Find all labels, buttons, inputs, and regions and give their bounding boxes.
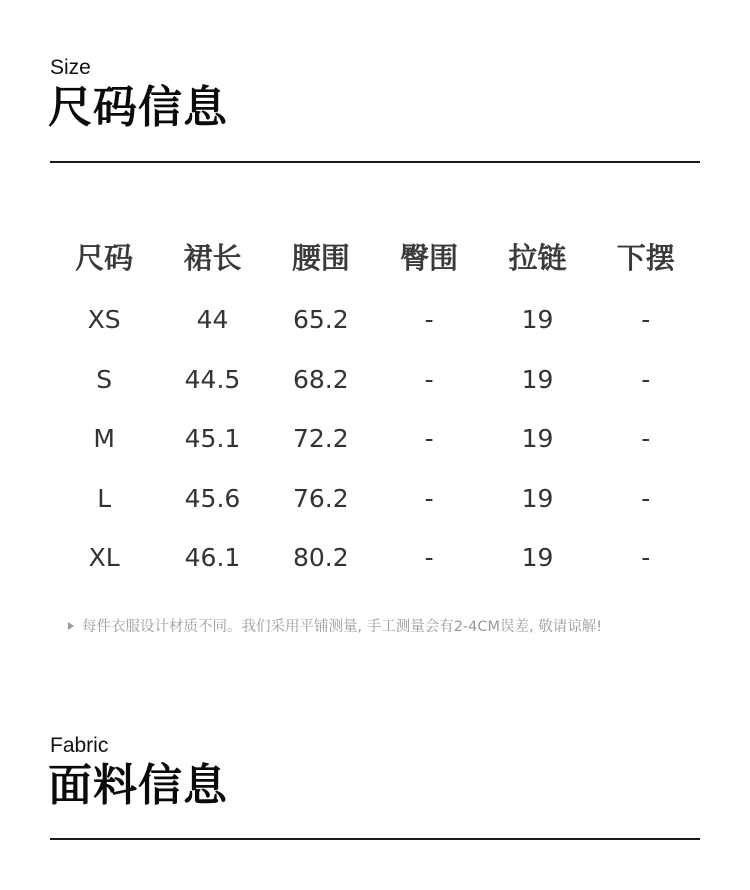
measurement-note-text: 每件衣服设计材质不同。我们采用平铺测量, 手工测量会有2-4CM误差, 敬请谅解! (82, 619, 603, 635)
column-header: 臀围 (400, 240, 459, 275)
size-section-divider (50, 161, 700, 163)
table-cell: 44 (196, 305, 229, 335)
table-cell: - (641, 543, 651, 573)
table-row (50, 290, 700, 350)
table-cell: - (641, 305, 651, 335)
size-table (50, 232, 700, 588)
table-row (50, 469, 700, 529)
column-header: 尺码 (75, 240, 134, 275)
table-cell: - (641, 483, 651, 513)
table-cell: 46.1 (184, 543, 241, 573)
table-cell: 45.1 (184, 424, 241, 454)
table-cell: 44.5 (184, 364, 241, 394)
column-header: 腰围 (291, 240, 350, 275)
size-section-title: 尺码信息 (48, 82, 228, 133)
table-cell: 19 (521, 543, 554, 573)
table-cell: 68.2 (292, 364, 349, 394)
table-row (50, 350, 700, 410)
fabric-section-title: 面料信息 (48, 760, 228, 811)
table-cell: 19 (521, 305, 554, 335)
measurement-note (68, 615, 708, 636)
table-cell: XL (88, 543, 120, 573)
size-table-header (50, 232, 700, 280)
table-cell: - (641, 364, 651, 394)
table-cell: - (641, 424, 651, 454)
table-cell: 80.2 (292, 543, 349, 573)
table-cell: M (93, 424, 115, 454)
column-header: 裙长 (183, 240, 242, 275)
table-cell: 19 (521, 364, 554, 394)
table-cell: - (424, 364, 434, 394)
table-cell: L (97, 483, 112, 513)
table-cell: XS (87, 305, 121, 335)
table-cell: 65.2 (292, 305, 349, 335)
table-cell: - (424, 543, 434, 573)
fabric-section-divider (50, 838, 700, 840)
table-cell: 19 (521, 424, 554, 454)
table-cell: - (424, 424, 434, 454)
table-cell: S (96, 364, 113, 394)
table-cell: 76.2 (292, 483, 349, 513)
table-cell: 45.6 (184, 483, 241, 513)
column-header: 拉链 (508, 240, 567, 275)
table-cell: 72.2 (292, 424, 349, 454)
table-cell: - (424, 305, 434, 335)
table-row (50, 528, 700, 588)
table-cell: - (424, 483, 434, 513)
fabric-section-label-en: Fabric (50, 734, 109, 757)
table-row (50, 409, 700, 469)
column-header: 下摆 (616, 240, 675, 275)
size-section-label-en: Size (50, 56, 91, 79)
table-cell: 19 (521, 483, 554, 513)
triangle-right-icon (68, 622, 74, 630)
